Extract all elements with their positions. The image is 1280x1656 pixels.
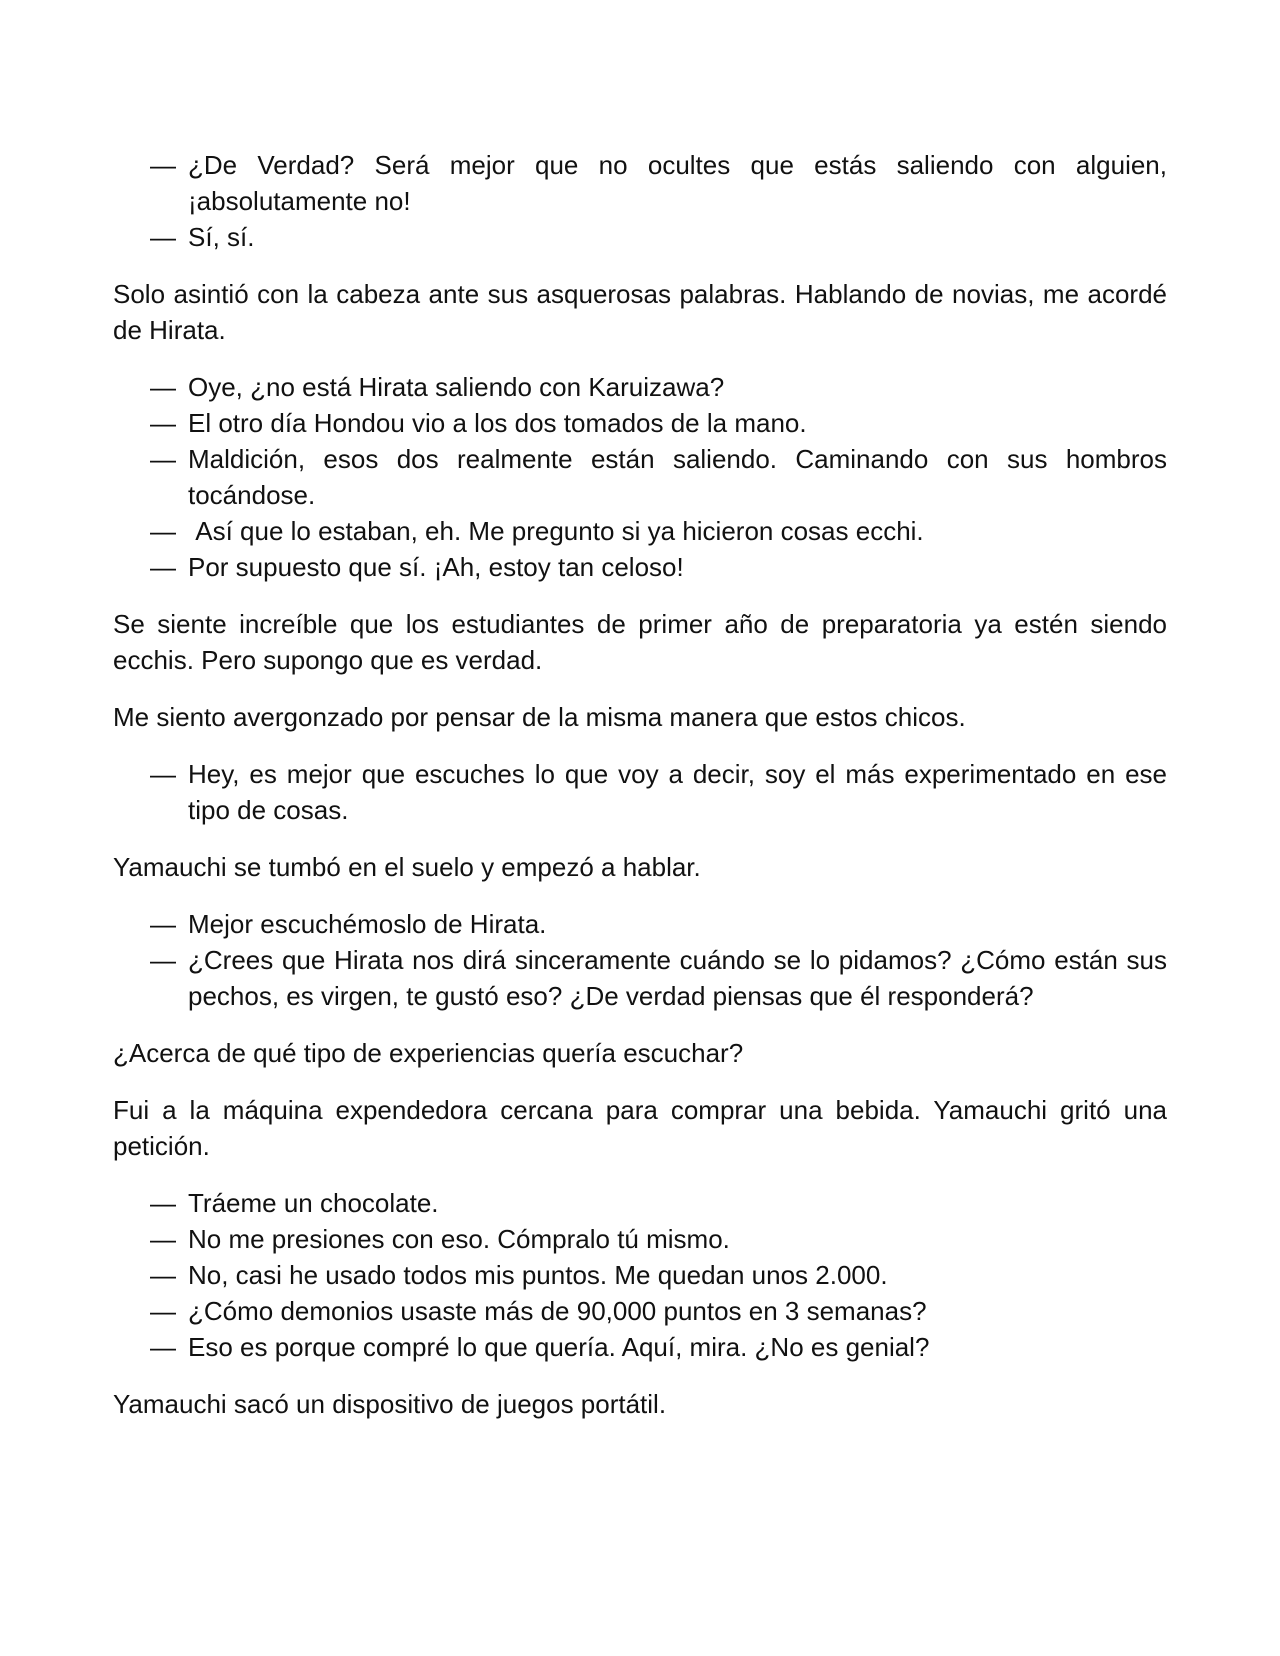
dialog-block xyxy=(113,1185,1167,1365)
dash-mark: — xyxy=(150,150,176,180)
dialog-line: — El otro día Hondou vio a los dos tomados de la mano. xyxy=(113,405,1167,441)
narration-paragraph: Fui a la máquina expendedora cercana para comprar una bebida. Yamauchi gritó una petición. xyxy=(113,1095,1167,1161)
dialog-block xyxy=(113,906,1167,1014)
dash-mark: — xyxy=(150,1260,176,1290)
dialog-line: — Tráeme un chocolate. xyxy=(113,1185,1167,1221)
dialog-line: — No me presiones con eso. Cómpralo tú mismo. xyxy=(113,1221,1167,1257)
dash-mark: — xyxy=(150,759,176,789)
dash-mark: — xyxy=(150,1188,176,1218)
dialog-line: — Así que lo estaban, eh. Me pregunto si ya hicieron cosas ecchi. xyxy=(113,513,1167,549)
dash-mark: — xyxy=(150,1332,176,1362)
dash-mark: — xyxy=(150,552,176,582)
dialog-block xyxy=(113,369,1167,585)
document-page xyxy=(113,147,1167,1443)
narration-paragraph: Solo asintió con la cabeza ante sus asquerosas palabras. Hablando de novias, me acordé de Hirata. xyxy=(113,279,1167,345)
dash-mark: — xyxy=(150,945,176,975)
dash-mark: — xyxy=(150,444,176,474)
dash-mark: — xyxy=(150,1296,176,1326)
narration-paragraph: Yamauchi se tumbó en el suelo y empezó a hablar. xyxy=(113,852,701,882)
dialog-line: — Sí, sí. xyxy=(113,219,1167,255)
narration-paragraph: Se siente increíble que los estudiantes de primer año de preparatoria ya estén siendo ecchis. Pero supongo que es verdad. xyxy=(113,609,1167,675)
dash-mark: — xyxy=(150,909,176,939)
dialog-line: — Por supuesto que sí. ¡Ah, estoy tan celoso! xyxy=(113,549,1167,585)
dash-mark: — xyxy=(150,516,176,546)
dialog-line: — ¿Crees que Hirata nos dirá sinceramente cuándo se lo pidamos? ¿Cómo están sus pechos, es virgen, te gustó eso? ¿De verdad piensas que él responderá? xyxy=(113,942,1167,1014)
narration-paragraph: Yamauchi sacó un dispositivo de juegos portátil. xyxy=(113,1389,667,1419)
narration-paragraph: ¿Acerca de qué tipo de experiencias quería escuchar? xyxy=(113,1038,744,1068)
dialog-line: — Oye, ¿no está Hirata saliendo con Karuizawa? xyxy=(113,369,1167,405)
dash-mark: — xyxy=(150,372,176,402)
dialog-block xyxy=(113,756,1167,828)
dash-mark: — xyxy=(150,408,176,438)
dash-mark: — xyxy=(150,222,176,252)
dialog-line: — Eso es porque compré lo que quería. Aquí, mira. ¿No es genial? xyxy=(113,1329,1167,1365)
dialog-line: — No, casi he usado todos mis puntos. Me quedan unos 2.000. xyxy=(113,1257,1167,1293)
dialog-line: — ¿Cómo demonios usaste más de 90,000 puntos en 3 semanas? xyxy=(113,1293,1167,1329)
dialog-block xyxy=(113,147,1167,255)
dialog-line: — Maldición, esos dos realmente están saliendo. Caminando con sus hombros tocándose. xyxy=(113,441,1167,513)
dash-mark: — xyxy=(150,1224,176,1254)
dialog-line: — ¿De Verdad? Será mejor que no ocultes que estás saliendo con alguien, ¡absolutamente no! xyxy=(113,147,1167,219)
dialog-line: — Hey, es mejor que escuches lo que voy a decir, soy el más experimentado en ese tipo de cosas. xyxy=(113,756,1167,828)
narration-paragraph: Me siento avergonzado por pensar de la misma manera que estos chicos. xyxy=(113,702,966,732)
dialog-line: — Mejor escuchémoslo de Hirata. xyxy=(113,906,1167,942)
